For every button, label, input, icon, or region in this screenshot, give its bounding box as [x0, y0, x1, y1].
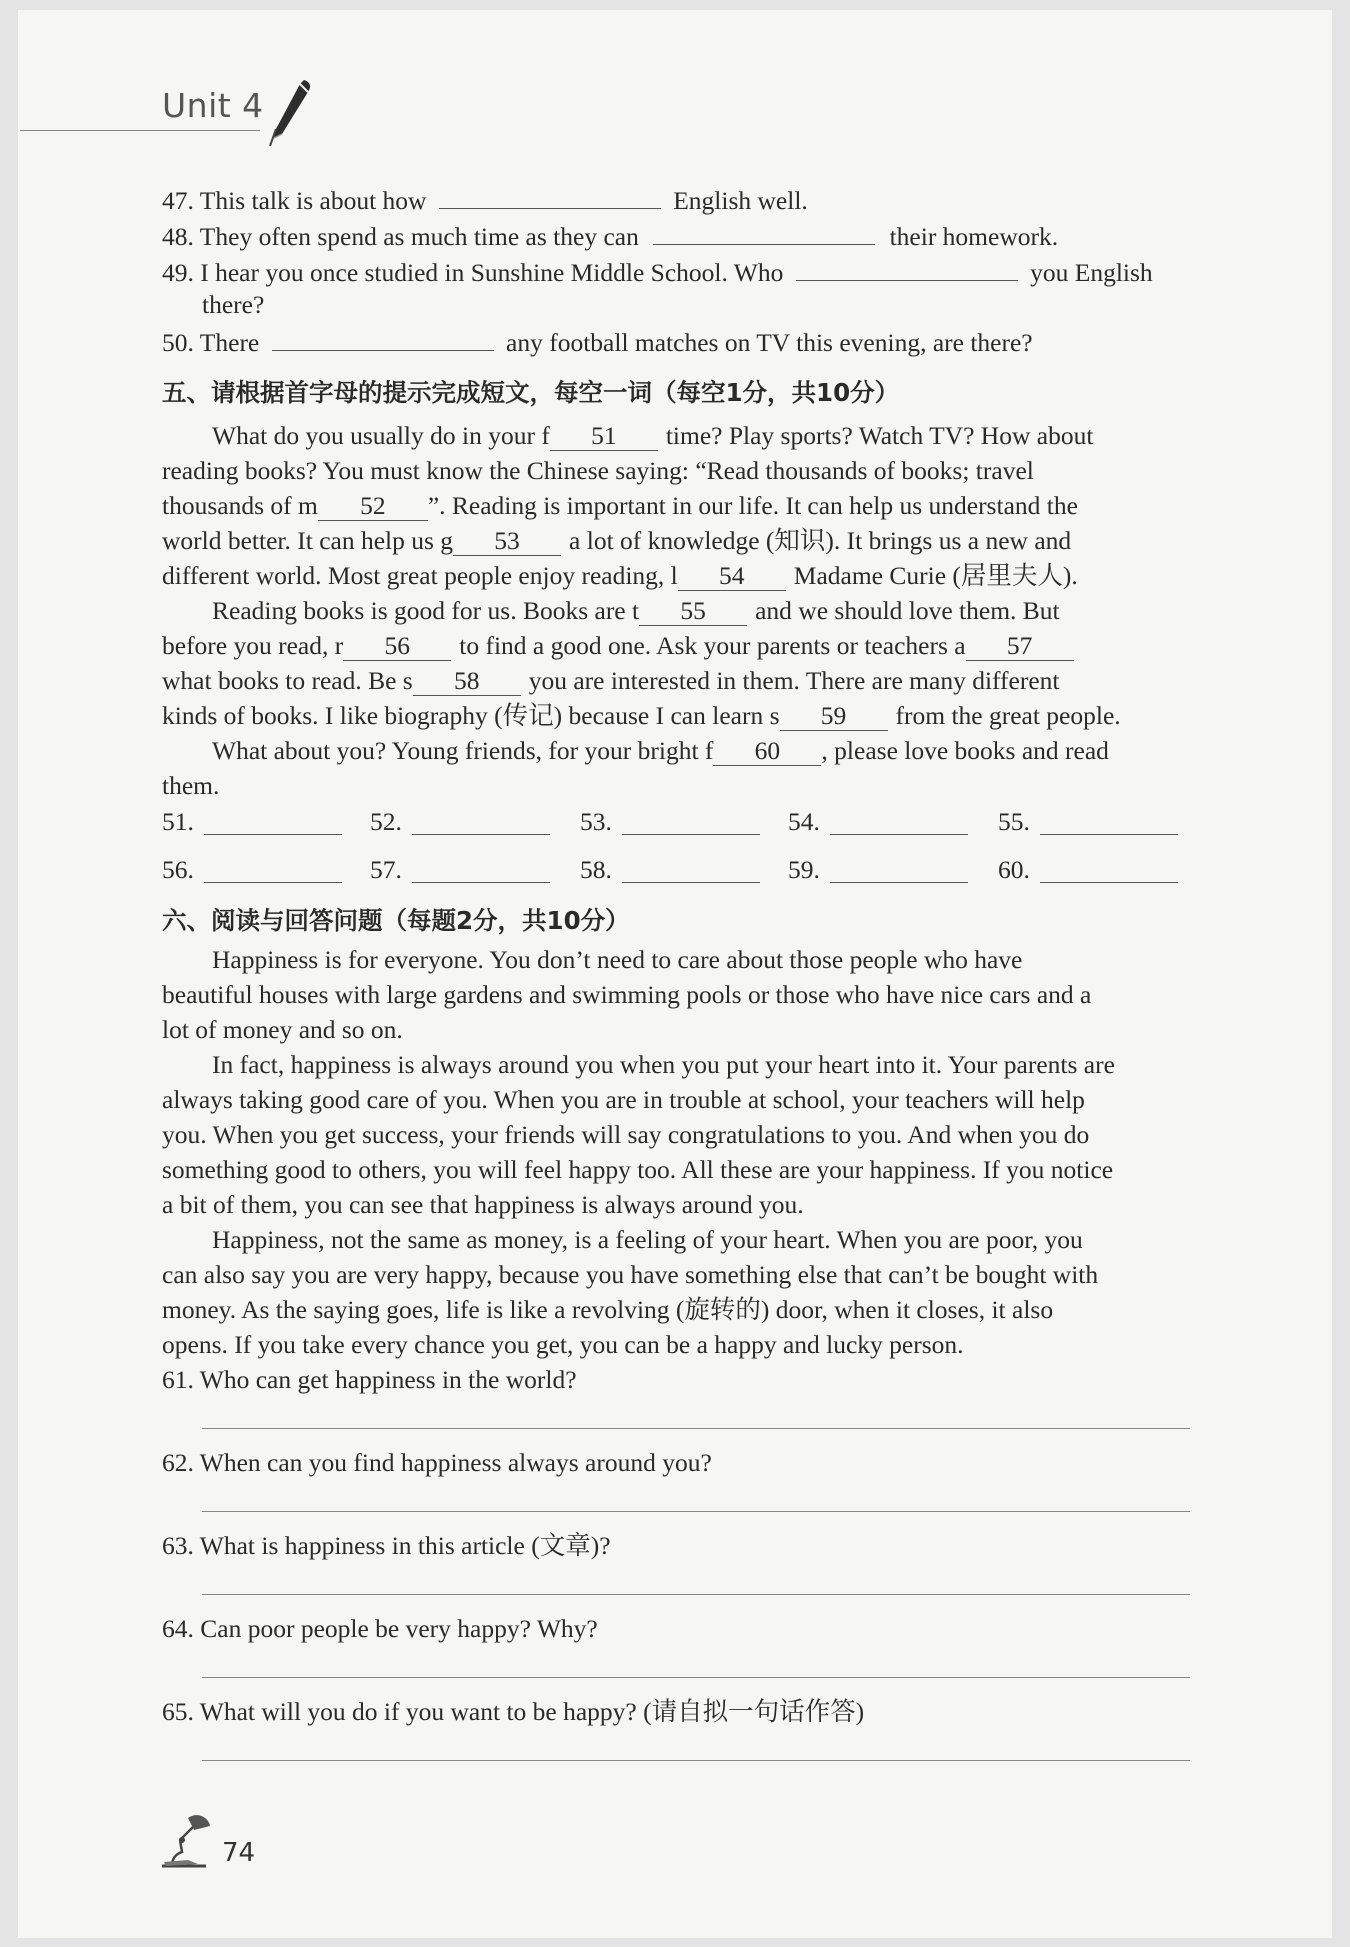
cloze-line-7: before you read, r 56 to find a good one. Ask your parents or teachers a 57: [162, 628, 1074, 663]
cloze-line-10: What about you? Young friends, for your bright f 60 , please love books and read: [212, 736, 1109, 765]
passage-p1-line-1: Happiness is for everyone. You don’t need to care about those people who have: [212, 945, 1023, 974]
answer-blank-48[interactable]: [653, 216, 875, 245]
cloze-blank-52[interactable]: 52: [318, 492, 428, 521]
passage-p1-line-2: beautiful houses with large gardens and swimming pools or those who have nice cars and a: [162, 980, 1092, 1009]
passage-p3-line-2: can also say you are very happy, because you have something else that can’t be bought with: [162, 1260, 1099, 1289]
cloze-blank-57[interactable]: 57: [966, 632, 1074, 661]
passage-p3-line-1: Happiness, not the same as money, is a feeling of your heart. When you are poor, you: [212, 1225, 1083, 1254]
question-63: 63. What is happiness in this article (文章)?: [162, 1531, 611, 1560]
answer-label-53: 53.: [580, 807, 612, 836]
answer-blank-47[interactable]: [439, 180, 661, 209]
cloze-blank-58[interactable]: 58: [413, 667, 521, 696]
passage-p1-line-3: lot of money and so on.: [162, 1015, 403, 1044]
answer-label-56: 56.: [162, 855, 194, 884]
answer-line-58[interactable]: [622, 882, 760, 883]
question-47: 47. This talk is about how English well.: [162, 180, 808, 218]
cloze-blank-51[interactable]: 51: [550, 422, 658, 451]
cloze-blank-56[interactable]: 56: [343, 632, 451, 661]
answer-label-54: 54.: [788, 807, 820, 836]
question-49: 49. I hear you once studied in Sunshine Middle School. Who you English: [162, 252, 1153, 290]
answer-line-54[interactable]: [830, 834, 968, 835]
passage-p2-line-2: always taking good care of you. When you are in trouble at school, your teachers will help: [162, 1085, 1085, 1114]
answer-label-51: 51.: [162, 807, 194, 836]
passage-p2-line-1: In fact, happiness is always around you when you put your heart into it. Your parents are: [212, 1050, 1115, 1079]
cloze-line-2: reading books? You must know the Chinese saying: “Read thousands of books; travel: [162, 456, 1034, 485]
answer-label-60: 60.: [998, 855, 1030, 884]
answer-line-61[interactable]: [202, 1428, 1190, 1429]
question-64: 64. Can poor people be very happy? Why?: [162, 1614, 598, 1643]
answer-label-55: 55.: [998, 807, 1030, 836]
desk-lamp-icon: [158, 1810, 220, 1870]
question-50: 50. There any football matches on TV this evening, are there?: [162, 322, 1033, 360]
question-61: 61. Who can get happiness in the world?: [162, 1365, 577, 1394]
answer-label-59: 59.: [788, 855, 820, 884]
passage-p2-line-4: something good to others, you will feel happy too. All these are your happiness. If you notice: [162, 1155, 1114, 1184]
pen-icon: [264, 76, 314, 150]
answer-line-59[interactable]: [830, 882, 968, 883]
answer-line-60[interactable]: [1040, 882, 1178, 883]
answer-line-55[interactable]: [1040, 834, 1178, 835]
cloze-line-3: thousands of m 52 ”. Reading is important in our life. It can help us understand the: [162, 491, 1078, 520]
cloze-line-5: different world. Most great people enjoy reading, l 54 Madame Curie (居里夫人).: [162, 561, 1078, 590]
answer-line-57[interactable]: [412, 882, 550, 883]
cloze-line-1: What do you usually do in your f 51 time? Play sports? Watch TV? How about: [212, 421, 1094, 450]
section-6-title: 六、阅读与回答问题（每题2分，共10分）: [162, 906, 630, 935]
cloze-blank-53[interactable]: 53: [453, 527, 561, 556]
passage-p2-line-5: a bit of them, you can see that happiness is always around you.: [162, 1190, 804, 1219]
answer-label-52: 52.: [370, 807, 402, 836]
answer-line-62[interactable]: [202, 1511, 1190, 1512]
answer-line-63[interactable]: [202, 1594, 1190, 1595]
unit-title: Unit 4: [162, 86, 264, 125]
passage-p3-line-3: money. As the saying goes, life is like a revolving (旋转的) door, when it closes, it also: [162, 1295, 1054, 1324]
answer-label-58: 58.: [580, 855, 612, 884]
cloze-blank-54[interactable]: 54: [678, 562, 786, 591]
question-48: 48. They often spend as much time as they can their homework.: [162, 216, 1058, 254]
section-5-title: 五、请根据首字母的提示完成短文，每空一词（每空1分，共10分）: [162, 378, 900, 407]
cloze-blank-59[interactable]: 59: [780, 702, 888, 731]
cloze-line-6: Reading books is good for us. Books are t 55 and we should love them. But: [212, 596, 1060, 625]
cloze-line-8: what books to read. Be s 58 you are interested in them. There are many different: [162, 666, 1060, 695]
question-65: 65. What will you do if you want to be happy? (请自拟一句话作答): [162, 1697, 865, 1726]
cloze-line-9: kinds of books. I like biography (传记) because I can learn s 59 from the great people.: [162, 701, 1121, 730]
answer-line-53[interactable]: [622, 834, 760, 835]
answer-line-64[interactable]: [202, 1677, 1190, 1678]
passage-p3-line-4: opens. If you take every chance you get, you can be a happy and lucky person.: [162, 1330, 964, 1359]
cloze-line-4: world better. It can help us g 53 a lot of knowledge (知识). It brings us a new and: [162, 526, 1072, 555]
header-rule: [20, 130, 260, 131]
answer-line-56[interactable]: [204, 882, 342, 883]
answer-line-65[interactable]: [202, 1760, 1190, 1761]
cloze-blank-60[interactable]: 60: [713, 737, 821, 766]
answer-line-51[interactable]: [204, 834, 342, 835]
answer-line-52[interactable]: [412, 834, 550, 835]
question-49-continued: there?: [202, 290, 265, 319]
answer-label-57: 57.: [370, 855, 402, 884]
cloze-line-11: them.: [162, 771, 220, 800]
answer-blank-49[interactable]: [796, 252, 1018, 281]
question-62: 62. When can you find happiness always around you?: [162, 1448, 712, 1477]
page-number: 74: [222, 1838, 256, 1868]
passage-p2-line-3: you. When you get success, your friends will say congratulations to you. And when you do: [162, 1120, 1090, 1149]
answer-blank-50[interactable]: [272, 322, 494, 351]
cloze-blank-55[interactable]: 55: [639, 597, 747, 626]
